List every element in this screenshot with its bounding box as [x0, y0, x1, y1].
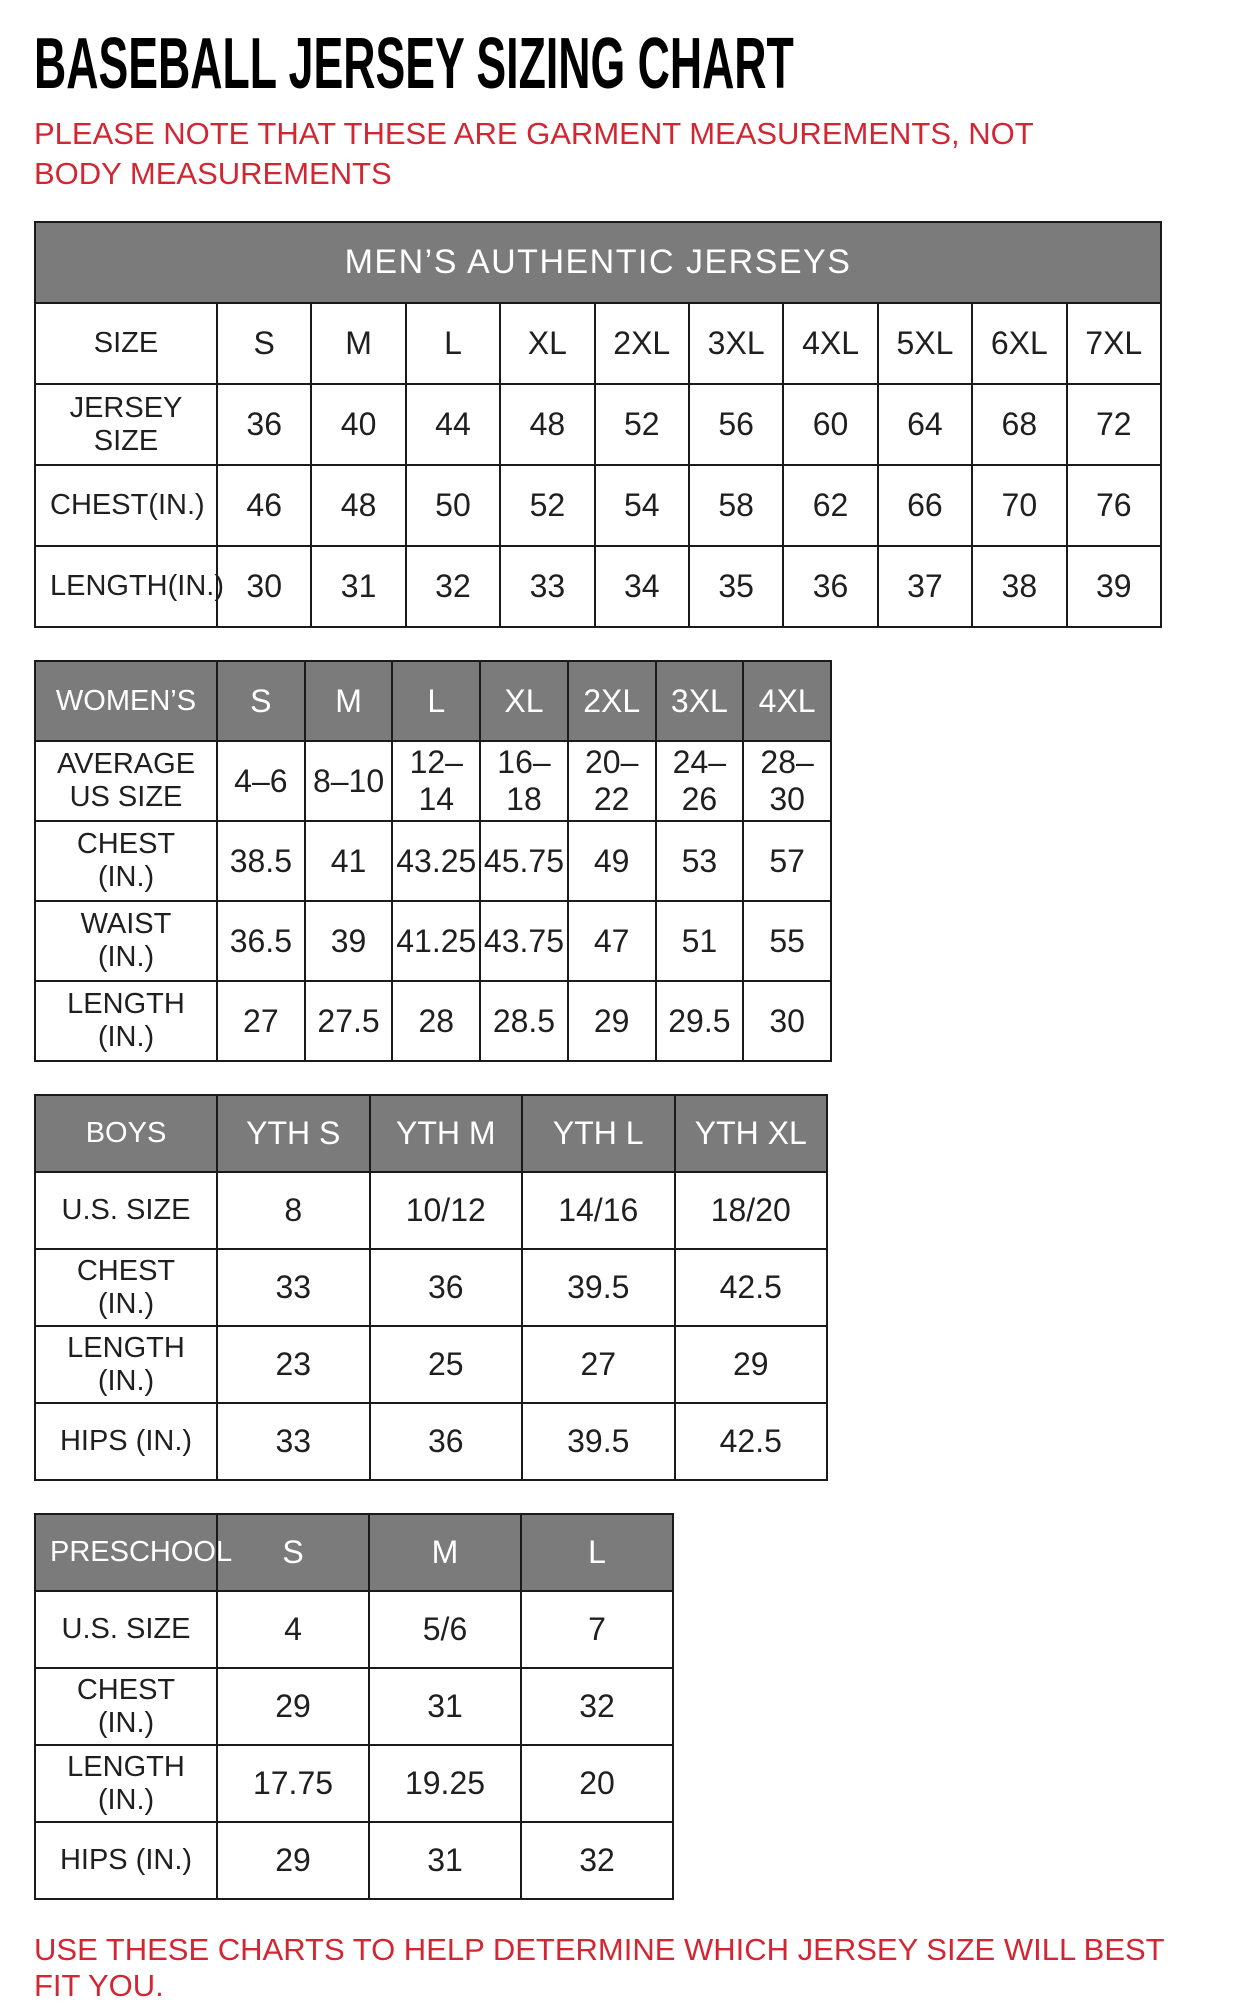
- womens-column-header-xl: XL: [480, 661, 568, 741]
- womens-column-header-s: S: [217, 661, 305, 741]
- row-label: CHEST (IN.): [35, 1668, 217, 1745]
- cell-value: 60: [783, 384, 877, 465]
- boys-column-header-yth-l: YTH L: [522, 1095, 675, 1172]
- womens-row-waist-in: [35, 901, 831, 981]
- cell-value: 8: [217, 1172, 370, 1249]
- boys-row-chest-in: [35, 1249, 827, 1326]
- cell-value: 20–22: [568, 741, 656, 821]
- cell-value: 40: [311, 384, 405, 465]
- cell-value: 8–10: [305, 741, 393, 821]
- cell-value: 48: [500, 384, 594, 465]
- cell-value: 38: [972, 546, 1066, 627]
- cell-value: 43.75: [480, 901, 568, 981]
- cell-value: XL: [500, 303, 594, 384]
- row-label: CHEST(IN.): [35, 465, 217, 546]
- cell-value: 10/12: [370, 1172, 523, 1249]
- cell-value: 53: [656, 821, 744, 901]
- cell-value: 29.5: [656, 981, 744, 1061]
- preschool-column-header-m: M: [369, 1514, 521, 1591]
- cell-value: 70: [972, 465, 1066, 546]
- preschool-row-hips-in: [35, 1822, 673, 1899]
- cell-value: 7: [521, 1591, 673, 1668]
- cell-value: 39.5: [522, 1403, 675, 1480]
- cell-value: 49: [568, 821, 656, 901]
- cell-value: 20: [521, 1745, 673, 1822]
- cell-value: 36: [370, 1249, 523, 1326]
- cell-value: 62: [783, 465, 877, 546]
- cell-value: 24–26: [656, 741, 744, 821]
- sizing-tables-container: [34, 221, 1166, 1900]
- cell-value: 58: [689, 465, 783, 546]
- row-label: HIPS (IN.): [35, 1822, 217, 1899]
- cell-value: S: [217, 303, 311, 384]
- mens-row-length-in: [35, 546, 1161, 627]
- cell-value: M: [311, 303, 405, 384]
- cell-value: 46: [217, 465, 311, 546]
- row-label: SIZE: [35, 303, 217, 384]
- boys-row-u-s-size: [35, 1172, 827, 1249]
- row-label: JERSEY SIZE: [35, 384, 217, 465]
- row-label: CHEST (IN.): [35, 1249, 217, 1326]
- row-label: LENGTH (IN.): [35, 981, 217, 1061]
- cell-value: 34: [595, 546, 689, 627]
- cell-value: 5XL: [878, 303, 972, 384]
- row-label: U.S. SIZE: [35, 1591, 217, 1668]
- preschool-row-length-in: [35, 1745, 673, 1822]
- boys-row-hips-in: [35, 1403, 827, 1480]
- mens-sizing-table: [34, 221, 1162, 628]
- cell-value: 29: [217, 1822, 369, 1899]
- row-label: LENGTH(IN.): [35, 546, 217, 627]
- cell-value: 36: [783, 546, 877, 627]
- cell-value: 16–18: [480, 741, 568, 821]
- womens-header-label: WOMEN’S: [35, 661, 217, 741]
- cell-value: 28–30: [743, 741, 831, 821]
- womens-row-length-in: [35, 981, 831, 1061]
- cell-value: 28.5: [480, 981, 568, 1061]
- cell-value: 54: [595, 465, 689, 546]
- cell-value: 56: [689, 384, 783, 465]
- cell-value: 39: [305, 901, 393, 981]
- cell-value: 19.25: [369, 1745, 521, 1822]
- cell-value: 64: [878, 384, 972, 465]
- cell-value: 12–14: [392, 741, 480, 821]
- cell-value: 37: [878, 546, 972, 627]
- cell-value: L: [406, 303, 500, 384]
- cell-value: 47: [568, 901, 656, 981]
- cell-value: 68: [972, 384, 1066, 465]
- boys-header-label: BOYS: [35, 1095, 217, 1172]
- cell-value: 33: [217, 1249, 370, 1326]
- cell-value: 7XL: [1067, 303, 1161, 384]
- row-label: WAIST (IN.): [35, 901, 217, 981]
- cell-value: 39: [1067, 546, 1161, 627]
- cell-value: 51: [656, 901, 744, 981]
- cell-value: 42.5: [675, 1403, 828, 1480]
- cell-value: 52: [500, 465, 594, 546]
- row-label: U.S. SIZE: [35, 1172, 217, 1249]
- cell-value: 31: [369, 1822, 521, 1899]
- cell-value: 29: [568, 981, 656, 1061]
- cell-value: 4: [217, 1591, 369, 1668]
- cell-value: 57: [743, 821, 831, 901]
- cell-value: 41: [305, 821, 393, 901]
- cell-value: 32: [406, 546, 500, 627]
- womens-header-row: [35, 661, 831, 741]
- cell-value: 31: [311, 546, 405, 627]
- row-label: AVERAGE US SIZE: [35, 741, 217, 821]
- garment-measurement-note: PLEASE NOTE THAT THESE ARE GARMENT MEASUREMENTS, NOT BODY MEASUREMENTS: [34, 116, 1034, 191]
- cell-value: 52: [595, 384, 689, 465]
- boys-header-row: [35, 1095, 827, 1172]
- cell-value: 31: [369, 1668, 521, 1745]
- cell-value: 33: [500, 546, 594, 627]
- womens-row-average-us-size: [35, 741, 831, 821]
- cell-value: 4–6: [217, 741, 305, 821]
- preschool-row-u-s-size: [35, 1591, 673, 1668]
- cell-value: 17.75: [217, 1745, 369, 1822]
- cell-value: 6XL: [972, 303, 1066, 384]
- cell-value: 72: [1067, 384, 1161, 465]
- womens-column-header-l: L: [392, 661, 480, 741]
- boys-column-header-yth-xl: YTH XL: [675, 1095, 828, 1172]
- boys-column-header-yth-s: YTH S: [217, 1095, 370, 1172]
- cell-value: 66: [878, 465, 972, 546]
- cell-value: 35: [689, 546, 783, 627]
- page-title: BASEBALL JERSEY SIZING CHART: [34, 24, 794, 104]
- preschool-row-chest-in: [35, 1668, 673, 1745]
- cell-value: 41.25: [392, 901, 480, 981]
- cell-value: 32: [521, 1822, 673, 1899]
- mens-row-chest-in: [35, 465, 1161, 546]
- womens-row-chest-in: [35, 821, 831, 901]
- cell-value: 27: [217, 981, 305, 1061]
- cell-value: 30: [743, 981, 831, 1061]
- womens-column-header-3xl: 3XL: [656, 661, 744, 741]
- boys-column-header-yth-m: YTH M: [370, 1095, 523, 1172]
- cell-value: 39.5: [522, 1249, 675, 1326]
- womens-column-header-4xl: 4XL: [743, 661, 831, 741]
- cell-value: 36.5: [217, 901, 305, 981]
- womens-column-header-m: M: [305, 661, 393, 741]
- cell-value: 29: [675, 1326, 828, 1403]
- row-label: CHEST (IN.): [35, 821, 217, 901]
- boys-row-length-in: [35, 1326, 827, 1403]
- mens-table-title: MEN’S AUTHENTIC JERSEYS: [35, 222, 1161, 303]
- cell-value: 50: [406, 465, 500, 546]
- footer-note: USE THESE CHARTS TO HELP DETERMINE WHICH JERSEY SIZE WILL BEST FIT YOU.: [34, 1932, 1165, 2004]
- mens-banner-row: [35, 222, 1161, 303]
- row-label: LENGTH (IN.): [35, 1745, 217, 1822]
- cell-value: 2XL: [595, 303, 689, 384]
- cell-value: 30: [217, 546, 311, 627]
- cell-value: 38.5: [217, 821, 305, 901]
- cell-value: 29: [217, 1668, 369, 1745]
- preschool-header-label: PRESCHOOL: [35, 1514, 217, 1591]
- cell-value: 28: [392, 981, 480, 1061]
- cell-value: 25: [370, 1326, 523, 1403]
- preschool-column-header-l: L: [521, 1514, 673, 1591]
- cell-value: 44: [406, 384, 500, 465]
- cell-value: 5/6: [369, 1591, 521, 1668]
- cell-value: 48: [311, 465, 405, 546]
- cell-value: 33: [217, 1403, 370, 1480]
- cell-value: 36: [370, 1403, 523, 1480]
- boys-sizing-table: [34, 1094, 828, 1481]
- cell-value: 36: [217, 384, 311, 465]
- cell-value: 42.5: [675, 1249, 828, 1326]
- preschool-header-row: [35, 1514, 673, 1591]
- cell-value: 3XL: [689, 303, 783, 384]
- cell-value: 4XL: [783, 303, 877, 384]
- mens-row-size: [35, 303, 1161, 384]
- womens-column-header-2xl: 2XL: [568, 661, 656, 741]
- cell-value: 76: [1067, 465, 1161, 546]
- cell-value: 23: [217, 1326, 370, 1403]
- row-label: LENGTH (IN.): [35, 1326, 217, 1403]
- cell-value: 32: [521, 1668, 673, 1745]
- cell-value: 55: [743, 901, 831, 981]
- cell-value: 27: [522, 1326, 675, 1403]
- womens-sizing-table: [34, 660, 832, 1062]
- preschool-column-header-s: S: [217, 1514, 369, 1591]
- mens-row-jersey-size: [35, 384, 1161, 465]
- cell-value: 18/20: [675, 1172, 828, 1249]
- cell-value: 43.25: [392, 821, 480, 901]
- row-label: HIPS (IN.): [35, 1403, 217, 1480]
- cell-value: 27.5: [305, 981, 393, 1061]
- preschool-sizing-table: [34, 1513, 674, 1900]
- cell-value: 14/16: [522, 1172, 675, 1249]
- cell-value: 45.75: [480, 821, 568, 901]
